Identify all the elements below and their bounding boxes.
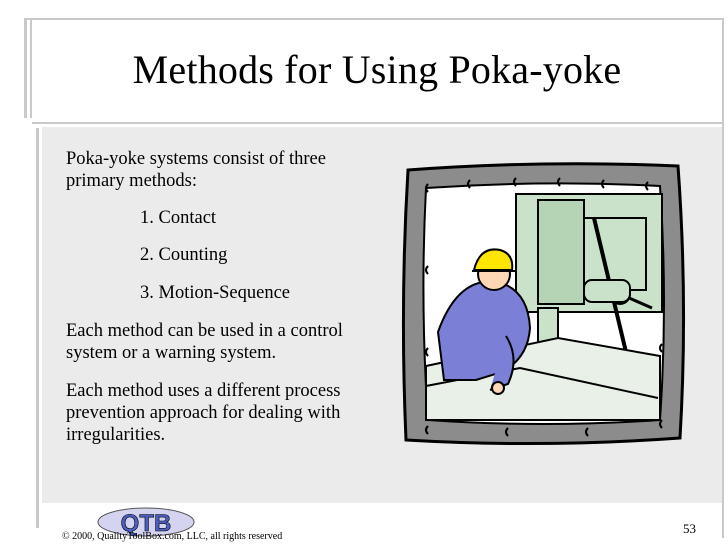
frame-top-rule: [24, 18, 724, 20]
logo-text: QTB: [120, 510, 172, 537]
para2-line-1: Each method can be used in a control: [66, 321, 343, 341]
intro-line-2: primary methods:: [66, 171, 198, 191]
copyright-notice: © 2000, QualityToolBox.com, LLC, all rights reserved: [62, 531, 283, 542]
control-warning-text: [66, 320, 396, 364]
worker-drill-press-illustration: [398, 158, 688, 448]
method-contact: 1. Contact: [140, 208, 217, 228]
method-counting: 2. Counting: [140, 245, 228, 265]
intro-line-1: Poka-yoke systems consist of three: [66, 149, 326, 169]
frame-left-outer: [24, 18, 27, 118]
frame-right-rule: [722, 18, 724, 538]
frame-mid-rule: [32, 122, 724, 124]
method-motion-sequence: 3. Motion-Sequence: [140, 283, 291, 303]
para3-line-3: irregularities.: [66, 425, 166, 445]
slide-title: Methods for Using Poka-yoke: [132, 47, 622, 92]
prevention-approach-text: [66, 380, 396, 446]
frame-left-lower: [36, 128, 39, 528]
para2-line-2: system or a warning system.: [66, 343, 277, 363]
para3-line-1: Each method uses a different process: [66, 381, 341, 401]
page-number: 53: [683, 521, 696, 536]
para3-line-2: prevention approach for dealing with: [66, 403, 341, 423]
intro-text: [66, 148, 386, 192]
